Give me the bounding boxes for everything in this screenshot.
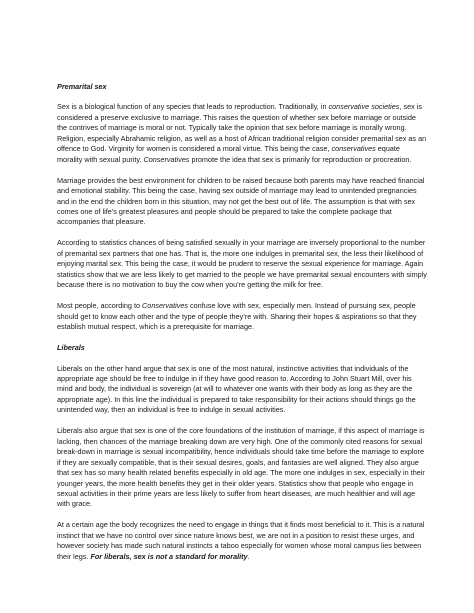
text-run-bold-italic: For liberals, sex is not a standard for morality xyxy=(90,551,248,561)
document-page xyxy=(57,82,427,562)
text-run-italic: conservative societies xyxy=(328,102,400,112)
text-run: According to statistics chances of being satisfied sexually in your marriage are inversely proportional to the number of premarital sex partners that one has. That is, the more one indulges in premarital sex, the less their likelihood of enjoying marital sex. This being the case, it would be prudent to reserve the sexual experience for marriage. Again statistics show that we are less likely to get married to the people we have premarital sexual encounters with simply because there is no motivation to buy the cow when you’re getting the milk for free. xyxy=(57,238,427,290)
text-run: Liberals on the other hand argue that sex is one of the most natural, instinctive activities that individuals of the appropriate age should be free to indulge in if they have good reason to. According to John Stuart Mill, over his mind and body, the individual is sovereign (at will to whatever one wants with their body as long as they are the appropriate age). In this line the individual is prepared to take responsibility for their actions should things go the unintended way, then an individual is free to indulge in sexual activities. xyxy=(57,363,416,415)
paragraph-liberals-natural xyxy=(57,364,427,416)
text-run: , sex is considered a preserve exclusive to marriage. This raises the question of whether sex before marriage or outside the contrives of marriage is moral or not. Typically take the opinion that sex before marriage is morally wrong. Religion, especially Abrahamic religion, as well as a host of African traditional religion consider premarital sex as an offence to God. Virginity for women is considered a moral virtue. This being the case, xyxy=(57,102,427,154)
text-run-italic: Conservatives xyxy=(143,154,190,164)
text-run: promote the idea that sex is primarily for reproduction or procreation. xyxy=(189,154,412,164)
section-heading-liberals: Liberals xyxy=(57,343,85,353)
section-heading-premarital-sex: Premarital sex xyxy=(57,82,107,91)
text-run: confuse love with sex, especially men. Instead of pursuing sex, people should get to know each other and the type of people they’re with. Sharing their hopes & aspirations so that they establish mutual respect, which is a prerequisite for marriage. xyxy=(57,301,417,332)
text-run: equate morality with sexual purity. xyxy=(57,144,400,164)
text-run: Sex is a biological function of any species that leads to reproduction. Traditionally, in xyxy=(57,102,329,112)
text-run: Most people, according to xyxy=(57,301,143,311)
paragraph-marriage-environment xyxy=(57,176,427,228)
text-run: . xyxy=(247,551,250,561)
text-run: Liberals also argue that sex is one of the core foundations of the institution of marriage, if this aspect of marriage is lacking, then chances of the marriage breaking down are very high. One of the commonly cited reasons for sexual break-down in marriage is sexual incompatibility, hence individuals should take time before the marriage to explore if they are sexually compatible, that is their sexual desires, goals, and fantasies are well aligned. They also argue that sex has so many health related benefits especially in old age. The more one indulges in sex, especially in their younger years, the more health benefits they get in their older years. Statistics show that people who engage in sexual activities in their prime years are less likely to suffer from heart diseases, are much healthier and will age with grace. xyxy=(57,426,425,509)
paragraph-natural-instinct xyxy=(57,520,427,562)
paragraph-statistics xyxy=(57,238,427,290)
text-run: Marriage provides the best environment for children to be raised because both parents may have reached financial and emotional stability. This being the case, having sex outside of marriage may lead to unintended pregnancies and in the end the children born in this situation, may not get the best out of life. The assumption is that with sex comes one of life’s greatest pleasures and people should be prepared to take the complete package that accompanies that pleasure. xyxy=(57,175,425,227)
paragraph-love-and-sex xyxy=(57,301,427,332)
text-run-italic: conservatives xyxy=(331,144,376,154)
text-run-italic: Conservatives xyxy=(142,301,188,311)
text-run: At a certain age the body recognizes the need to engage in things that it finds most beneficial to it. This is a natural instinct that we have no control over since nature knows best, we are not in a position to resist these urges, and however society has made such natural instincts a taboo especially for women whose moral campus lies between their legs. xyxy=(57,520,425,561)
paragraph-liberals-foundation xyxy=(57,426,427,510)
paragraph-definition xyxy=(57,102,427,165)
